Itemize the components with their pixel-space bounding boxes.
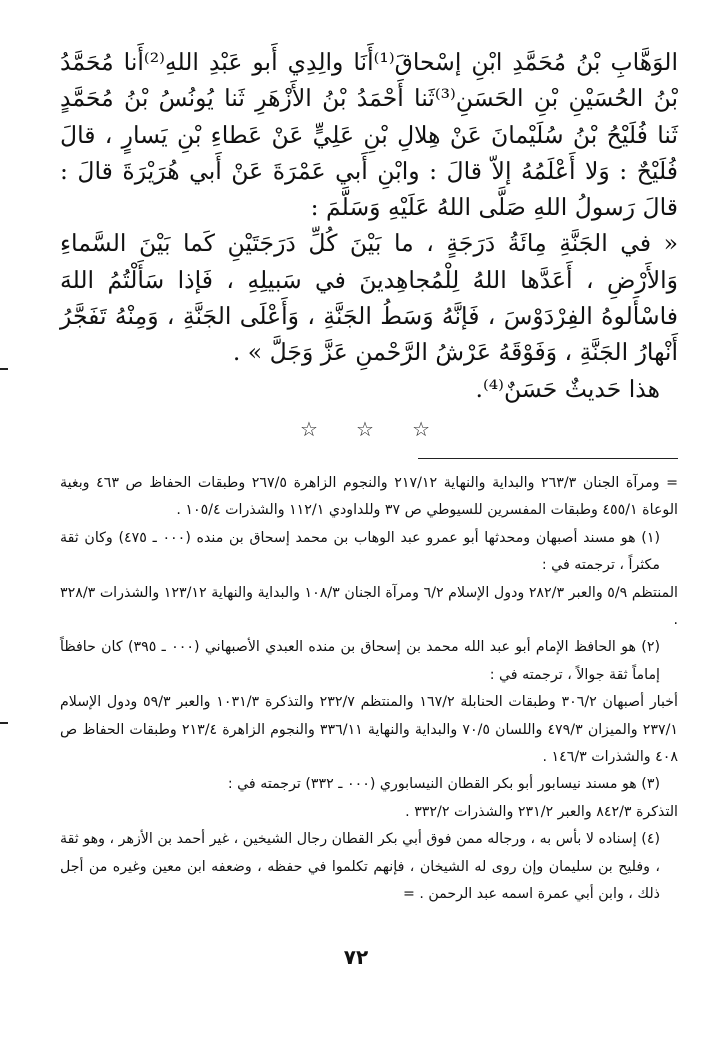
footnotes — [60, 470, 678, 909]
hadith-verdict: هذا حَديثٌ حَسَنٌ⁽⁴⁾. — [475, 374, 660, 403]
section-divider-stars — [300, 417, 430, 441]
margin-mark — [0, 722, 8, 724]
page-number: ٧٢ — [343, 945, 369, 969]
isnad-chain: الوَهَّابِ بْنُ مُحَمَّدِ ابْنِ إسْحاقَ⁽¹⁾أَنَا والِدِي أَبو عَبْدِ اللهِ⁽²⁾أَنا مُحَمَّدُ بْنُ الحُسَيْنِ بْنِ الحَسَنِ⁽³⁾ثَنا أَحْمَدُ بْنُ الأَزْهَرِ ثَنا يُونُسُ بْنُ مُحَمَّدٍ ثَنا فُلَيْحُ بْنُ سُلَيْمانَ عَنْ هِلالِ بْنِ عَلِيٍّ عَنْ عَطاءِ بْنِ يَسارٍ ، قالَ فُلَيْحٌ : وَلا أَعْلَمُهُ إلاّ قالَ : وابْنِ أَبي عَمْرَةَ عَنْ أَبي هُرَيْرَةَ قالَ : قالَ رَسولُ اللهِ صَلَّى اللهُ عَلَيْهِ وَسَلَّمَ : — [60, 48, 678, 222]
star-icon: ☆ — [300, 417, 318, 441]
star-icon: ☆ — [356, 417, 374, 441]
hadith-matn: « في الجَنَّةِ مِائَةُ دَرَجَةٍ ، ما بَيْنَ كُلِّ دَرَجَتَيْنِ كَما بَيْنَ السَّماءِ وَالأَرْضِ ، أَعَدَّها اللهُ لِلْمُجاهِدينَ في سَبيلِهِ ، فَإذا سَأَلْتُمُ اللهَ فاسْأَلوهُ الفِرْدَوْسَ ، فَإنَّهُ وَسَطُ الجَنَّةِ ، وَأَعْلَى الجَنَّةِ ، وَمِنْهُ تَفَجَّرُ أَنْهارُ الجَنَّةِ ، وَفَوْقَهُ عَرْشُ الرَّحْمنِ عَزَّ وَجَلَّ » . — [60, 229, 678, 367]
footnote-separator — [418, 458, 678, 459]
footnote-2-head: (٢) هو الحافظ الإمام أبو عبد الله محمد بن إسحاق بن منده العبدي الأصبهاني (٠٠٠ ـ ٣٩٥) كان حافظاً إماماً ثقة جوالاً ، ترجمته في : — [60, 639, 660, 683]
star-icon: ☆ — [412, 417, 430, 441]
footnote-3-refs: التذكرة ٨٤٢/٣ والعبر ٢٣١/٢ والشذرات ٣٣٢/٢ . — [405, 803, 678, 820]
hadith-text — [60, 44, 678, 407]
footnote-1-refs: المنتظم ٥/٩ والعبر ٢٨٢/٣ ودول الإسلام ٦/٢ ومرآة الجنان ١٠٨/٣ والبداية والنهاية ١٢٣/١٢ والشذرات ٣٢٨/٣ . — [60, 584, 678, 629]
footnote-4: (٤) إسناده لا بأس به ، ورجاله ممن فوق أبي بكر القطان رجال الشيخين ، غير أحمد بن الأزهر ، وهو ثقة ، وفليح بن سليمان وإن روى له الشيخان ، فإنهم تكلموا في حفظه ، وضعفه ابن معين وغيره من أجل ذلك ، وابن أبي عمرة اسمه عبد الرحمن . = — [60, 831, 660, 903]
margin-mark — [0, 368, 8, 370]
footnote-2-refs: أخبار أصبهان ٣٠٦/٢ وطبقات الحنابلة ١٦٧/٢ والمنتظم ٢٣٢/٧ والتذكرة ١٠٣١/٣ والعبر ٥٩/٣ ودول الإسلام ٢٣٧/١ والميزان ٤٧٩/٣ واللسان ٧٠/٥ والبداية والنهاية ٣٣٦/١١ والنجوم الزاهرة ٢١٣/٤ وطبقات الحفاظ ص ٤٠٨ والشذرات ١٤٦/٣ . — [60, 694, 678, 766]
footnote-1-head: (١) هو مسند أصبهان ومحدثها أبو عمرو عبد الوهاب بن محمد إسحاق بن منده (٠٠٠ ـ ٤٧٥) وكان ثقة مكثراً ، ترجمته في : — [60, 529, 660, 574]
footnote-continuation: = ومرآة الجنان ٢٦٣/٣ والبداية والنهاية ٢١٧/١٢ والنجوم الزاهرة ٢٦٧/٥ وطبقات الحفاظ ص ٤٦٣ وبغية الوعاة ٤٥٥/١ وطبقات المفسرين للسيوطي ص ٣٧ وللداودي ١١٢/١ والشذرات ١٠٥/٤ . — [60, 475, 678, 519]
footnote-3-head: (٣) هو مسند نيسابور أبو بكر القطان النيسابوري (٠٠٠ ـ ٣٣٢) ترجمته في : — [227, 776, 660, 793]
